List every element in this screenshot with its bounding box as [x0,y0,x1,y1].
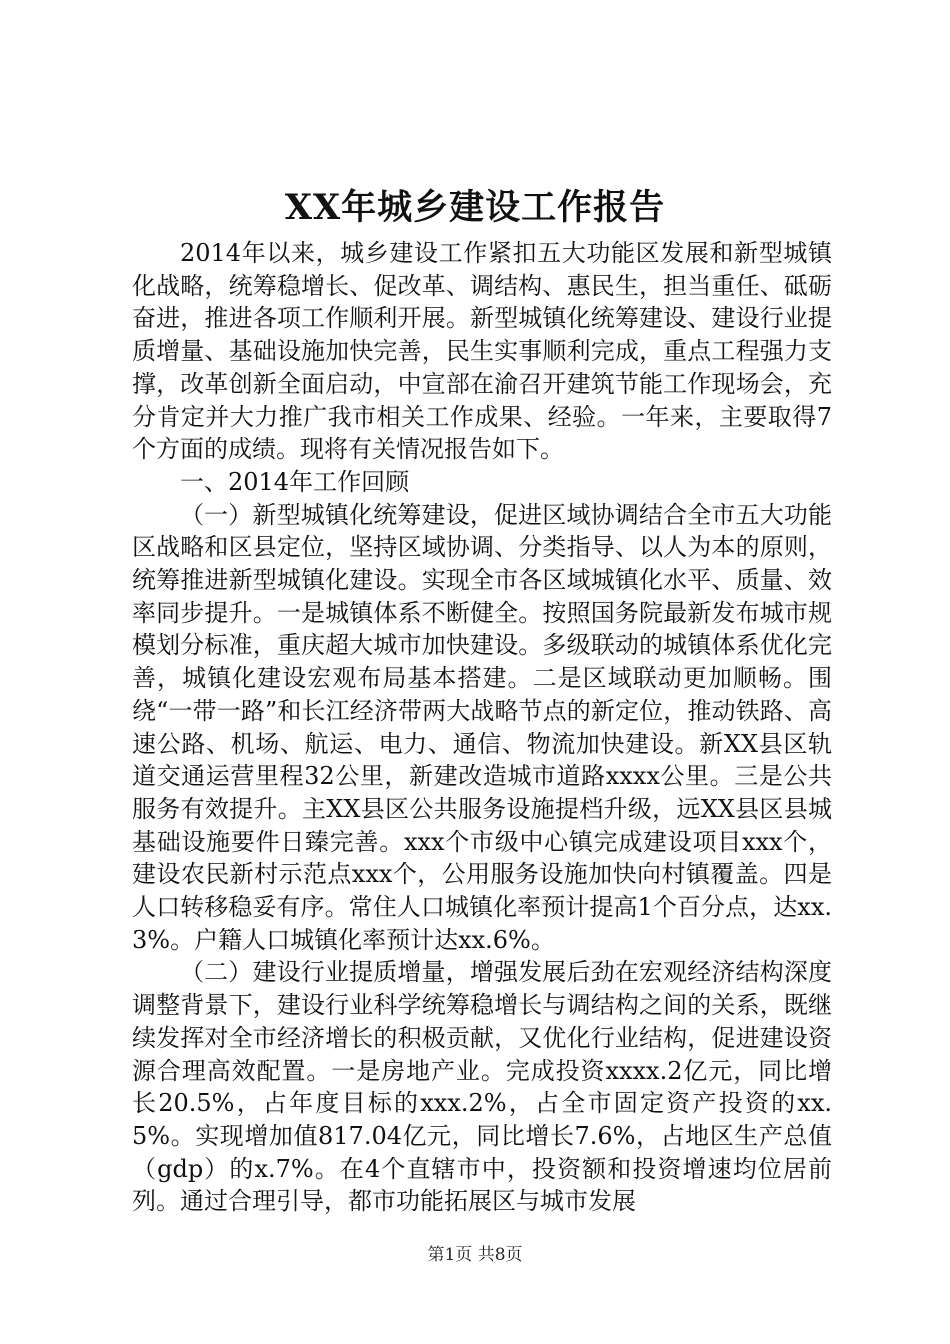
page-number: 第1页 共8页 [427,1245,523,1265]
paragraph-section-1: （一）新型城镇化统筹建设，促进区域协调结合全市五大功能区战略和区县定位，坚持区域协调、分类指导、以人为本的原则，统筹推进新型城镇化建设。实现全市各区域城镇化水平、质量、效率同步提升。一是城镇体系不断健全。按照国务院最新发布城市规模划分标准，重庆超大城市加快建设。多级联动的城镇体系优化完善，城镇化建设宏观布局基本搭建。二是区域联动更加顺畅。围绕“一带一路”和长江经济带两大战略节点的新定位，推动铁路、高速公路、机场、航运、电力、通信、物流加快建设。新XX县区轨道交通运营里程32公里，新建改造城市道路xxxx公里。三是公共服务有效提升。主XX县区公共服务设施提档升级，远XX县区县城基础设施要件日臻完善。xxx个市级中心镇完成建设项目xxx个，建设农民新村示范点xxx个，公用服务设施加快向村镇覆盖。四是人口转移稳妥有序。常住人口城镇化率预计提高1个百分点，达xx.3%。户籍人口城镇化率预计达xx.6%。 [132,500,832,954]
document-title: XX年城乡建设工作报告 [284,187,666,228]
paragraph-section-2: （二）建设行业提质增量，增强发展后劲在宏观经济结构深度调整背景下，建设行业科学统筹稳增长与调结构之间的关系，既继续发挥对全市经济增长的积极贡献，又优化行业结构，促进建设资源合理高效配置。一是房地产业。完成投资xxxx.2亿元，同比增长20.5%，占年度目标的xxx.2%，占全市固定资产投资的xx.5%。实现增加值817.04亿元，同比增长7.6%，占地区生产总值（gdp）的x.7%。在4个直辖市中，投资额和投资增速均位居前列。通过合理引导，都市功能拓展区与城市发展 [132,958,832,1216]
section-heading: 一、2014年工作回顾 [180,467,410,496]
paragraph-intro: 2014年以来，城乡建设工作紧扣五大功能区发展和新型城镇化战略，统筹稳增长、促改革、调结构、惠民生，担当重任、砥砺奋进，推进各项工作顺利开展。新型城镇化统筹建设、建设行业提质增量、基础设施加快完善，民生实事顺利完成，重点工程强力支撑，改革创新全面启动，中宣部在渝召开建筑节能工作现场会，充分肯定并大力推广我市相关工作成果、经验。一年来，主要取得7个方面的成绩。现将有关情况报告如下。 [132,239,832,464]
document-body [132,237,832,1218]
